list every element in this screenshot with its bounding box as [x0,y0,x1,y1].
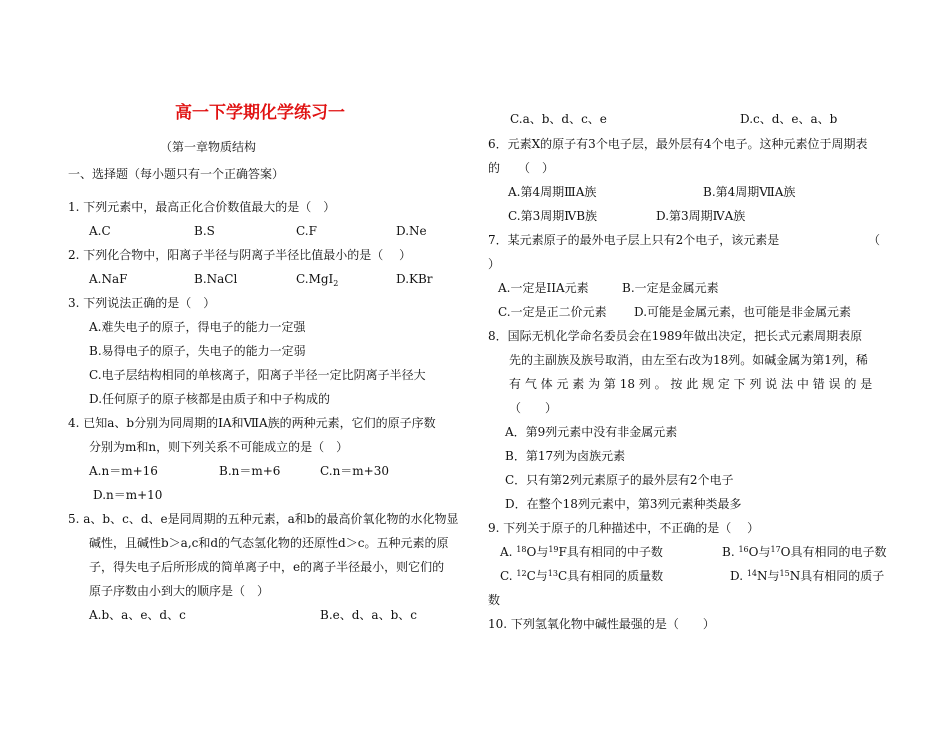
question-7-line-2: ） [488,257,501,271]
q5-option-a: A.b、a、e、d、c [89,608,186,622]
q9-option-b: B. $^{16}$O与$^{17}$O具有相同的电子数 [722,545,887,559]
question-4-line-2: 分别为m和n，则下列关系不可能成立的是（ ） [89,440,349,454]
question-2: 2. 下列化合物中，阳离子半径与阴离子半径比值最小的是（ ） [68,248,412,262]
question-5: 5. a、b、c、d、e是同周期的五种元素，a和b的最高价氧化物的水化物显 [68,512,459,526]
question-7-paren-open: （ [868,233,881,247]
q2-option-a: A.NaF [89,272,128,286]
question-5-line-4: 原子序数由小到大的顺序是（ ） [89,584,270,598]
subtitle: （第一章物质结构 [160,140,257,154]
question-8-line-3: 有 气 体 元 素 为 第 18 列 。 按 此 规 定 下 列 说 法 中 错 误 的 是 [509,377,873,391]
question-7: 7．某元素原子的最外电子层上只有2个电子，该元素是 [488,233,780,247]
q7-option-d: D.可能是金属元素，也可能是非金属元素 [634,305,852,319]
q6-option-d: D.第3周期ⅣA族 [656,209,746,223]
q4-option-c: C.n＝m+30 [320,464,390,478]
q7-option-b: B.一定是金属元素 [622,281,719,295]
question-10: 10. 下列氢氧化物中碱性最强的是（ ） [488,617,715,631]
q9-option-d: D. $^{14}$N与$^{15}$N具有相同的质子 [730,569,885,583]
q1-option-c: C.F [296,224,317,238]
q6-option-b: B.第4周期ⅦA族 [703,185,796,199]
q1-option-a: A.C [89,224,111,238]
q2-option-b: B.NaCl [194,272,238,286]
q5-option-c: C.a、b、d、c、e [510,112,607,126]
question-5-line-2: 碱性，且碱性b＞a,c和d的气态氢化物的还原性d＞c。五种元素的原 [89,536,449,550]
question-8: 8．国际无机化学命名委员会在1989年做出决定，把长式元素周期表原 [488,329,863,343]
question-6-line-2: 的 （ ） [488,161,555,175]
q3-option-d: D.任何原子的原子核都是由质子和中子构成的 [89,392,331,406]
question-6: 6．元素X的原子有3个电子层，最外层有4个电子。这种元素位于周期表 [488,137,868,151]
page-title: 高一下学期化学练习一 [175,103,345,123]
q1-option-b: B.S [194,224,215,238]
q3-option-c: C.电子层结构相同的单核离子，阳离子半径一定比阴离子半径大 [89,368,426,382]
q4-option-a: A.n＝m+16 [89,464,158,478]
q8-option-b: B．第17列为卤族元素 [505,449,626,463]
q9-option-c: C. $^{12}$C与$^{13}$C具有相同的质量数 [500,569,664,583]
q3-option-a: A.难失电子的原子，得电子的能力一定强 [89,320,306,334]
q1-option-d: D.Ne [396,224,427,238]
q6-option-c: C.第3周期ⅣB族 [508,209,598,223]
q7-option-a: A.一定是IIA元素 [498,281,589,295]
q8-option-a: A．第9列元素中没有非金属元素 [505,425,678,439]
q4-option-b: B.n＝m+6 [219,464,281,478]
q9-option-a: A. $^{18}$O与$^{19}$F具有相同的中子数 [500,545,663,559]
question-8-line-4: （ ） [509,401,558,415]
question-3: 3. 下列说法正确的是（ ） [68,296,216,310]
question-1: 1. 下列元素中，最高正化合价数值最大的是（ ） [68,200,336,214]
q9-option-d-tail: 数 [488,593,501,607]
q7-option-c: C.一定是正二价元素 [498,305,607,319]
question-4: 4. 已知a、b分别为同周期的ⅠA和ⅦA族的两种元素，它们的原子序数 [68,416,436,430]
q2-option-c: C.MgI$_2$ [296,272,339,288]
q2-option-d: D.KBr [396,272,433,286]
question-5-line-3: 子，得失电子后所形成的简单离子中，e的离子半径最小，则它们的 [89,560,445,574]
q5-option-d: D.c、d、e、a、b [740,112,838,126]
q3-option-b: B.易得电子的原子，失电子的能力一定弱 [89,344,306,358]
section-heading: 一、选择题（每小题只有一个正确答案） [68,167,285,181]
q5-option-b: B.e、d、a、b、c [320,608,417,622]
q6-option-a: A.第4周期ⅢA族 [508,185,597,199]
question-8-line-2: 先的主副族及族号取消，由左至右改为18列。如碱金属为第1列，稀 [509,353,868,367]
q4-option-d: D.n＝m+10 [93,488,163,502]
q8-option-c: C．只有第2列元素原子的最外层有2个电子 [505,473,734,487]
question-9: 9. 下列关于原子的几种描述中，不正确的是（ ） [488,521,760,535]
q8-option-d: D．在整个18列元素中，第3列元素种类最多 [505,497,742,511]
